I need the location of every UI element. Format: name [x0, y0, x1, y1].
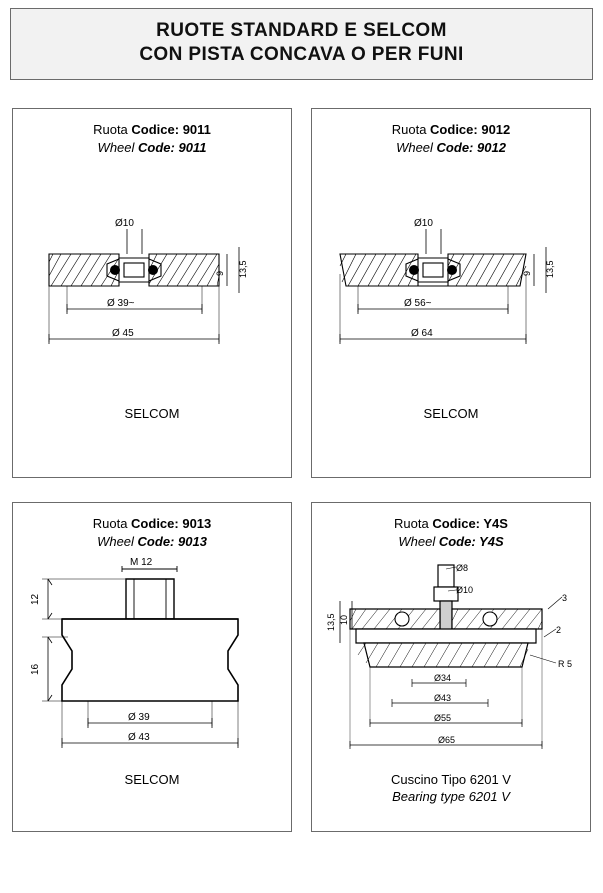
dim-d5: Ø55 [434, 713, 452, 723]
dim-t1: 3 [562, 593, 568, 603]
dim-d1: Ø8 [456, 563, 469, 573]
dim-bore-label: Ø10 [414, 218, 433, 229]
wheel-card-grid [0, 108, 603, 832]
page-title-banner [10, 8, 593, 80]
card-title-it-code: 9013 [182, 516, 212, 531]
card-row-1 [0, 108, 603, 478]
card-title [13, 109, 291, 157]
card-title-en-code: 9013 [178, 534, 207, 549]
dim-groove-dia: Ø 56~ [404, 298, 432, 309]
card-footer-line-2: Bearing type 6201 V [392, 789, 510, 804]
card-title [312, 109, 590, 157]
dim-h1: 13,5 [326, 613, 336, 631]
dim-h2: 10 [339, 614, 349, 625]
dim-height-inner: 9 [215, 270, 225, 276]
dim-outer-dia: Ø 64 [411, 328, 433, 339]
dim-r1: R 5 [558, 659, 573, 669]
card-footer-line-1: Cuscino Tipo 6201 V [391, 772, 511, 787]
card-title-en-prefix: Wheel [97, 534, 138, 549]
dim-t2: 2 [556, 625, 562, 635]
card-title-en-prefix: Wheel [398, 534, 439, 549]
card-title-en-code: 9011 [178, 140, 207, 155]
card-title-it-code: 9012 [481, 122, 511, 137]
card-title-it-code-label: Codice: [131, 122, 183, 137]
card-title-en-code-label: Code: [438, 534, 480, 549]
card-title [13, 503, 291, 551]
dim-outer-dia: Ø 45 [112, 328, 134, 339]
card-title-it-prefix: Ruota [391, 122, 431, 137]
page-title-line-1: RUOTE STANDARD E SELCOM [156, 20, 447, 41]
dim-outer-dia: Ø 43 [128, 732, 150, 743]
wheel-card-9012 [311, 108, 591, 478]
card-row-2 [0, 502, 603, 832]
card-footer [13, 771, 291, 788]
card-footer [13, 405, 291, 422]
card-title-it-prefix: Ruota [92, 516, 132, 531]
card-title-it-prefix: Ruota [394, 516, 433, 531]
wheel-drawing-y4s [312, 551, 590, 766]
wheel-drawing-9012 [312, 214, 590, 374]
card-title-en-code-label: Code: [137, 534, 178, 549]
dim-stud-height: 12 [30, 593, 41, 605]
card-title-en-code: 9012 [477, 140, 506, 155]
dim-bore-label: Ø10 [115, 218, 134, 229]
card-footer-line-1: SELCOM [423, 406, 479, 421]
card-title-it-code: 9011 [182, 122, 211, 137]
dim-d6: Ø65 [438, 735, 456, 745]
card-title-it-prefix: Ruota [93, 122, 132, 137]
card-title-it-code-label: Codice: [430, 122, 482, 137]
page-title-line-2: CON PISTA CONCAVA O PER FUNI [139, 44, 464, 65]
dim-d2: Ø10 [456, 585, 474, 595]
dim-d4: Ø43 [434, 693, 452, 703]
card-title-it-code: Y4S [483, 516, 508, 531]
card-title-en-code-label: Code: [436, 140, 477, 155]
card-title-it-code-label: Codice: [131, 516, 183, 531]
dim-groove-dia: Ø 39~ [107, 298, 135, 309]
card-title-en-prefix: Wheel [97, 140, 139, 155]
catalog-page [0, 8, 603, 893]
card-title-en-code-label: Code: [138, 140, 179, 155]
dim-height-total: 13,5 [238, 260, 248, 278]
wheel-card-9013 [12, 502, 292, 832]
dim-wheel-height: 16 [30, 663, 41, 675]
card-footer [312, 771, 590, 805]
dim-d3: Ø34 [434, 673, 452, 683]
wheel-card-9011 [12, 108, 292, 478]
wheel-drawing-9013 [13, 551, 291, 761]
card-footer-line-1: SELCOM [124, 406, 180, 421]
card-footer-line-1: SELCOM [124, 772, 180, 787]
card-title-en-code: Y4S [479, 534, 504, 549]
wheel-drawing-9011 [13, 214, 291, 374]
card-footer [312, 405, 590, 422]
dim-thread-label: M 12 [130, 557, 153, 568]
dim-groove-dia: Ø 39 [128, 712, 150, 723]
card-title-it-code-label: Codice: [432, 516, 484, 531]
dim-height-inner: 9 [522, 270, 532, 276]
card-title [312, 503, 590, 551]
dim-height-total: 13,5 [545, 260, 555, 278]
wheel-card-y4s [311, 502, 591, 832]
card-title-en-prefix: Wheel [396, 140, 437, 155]
